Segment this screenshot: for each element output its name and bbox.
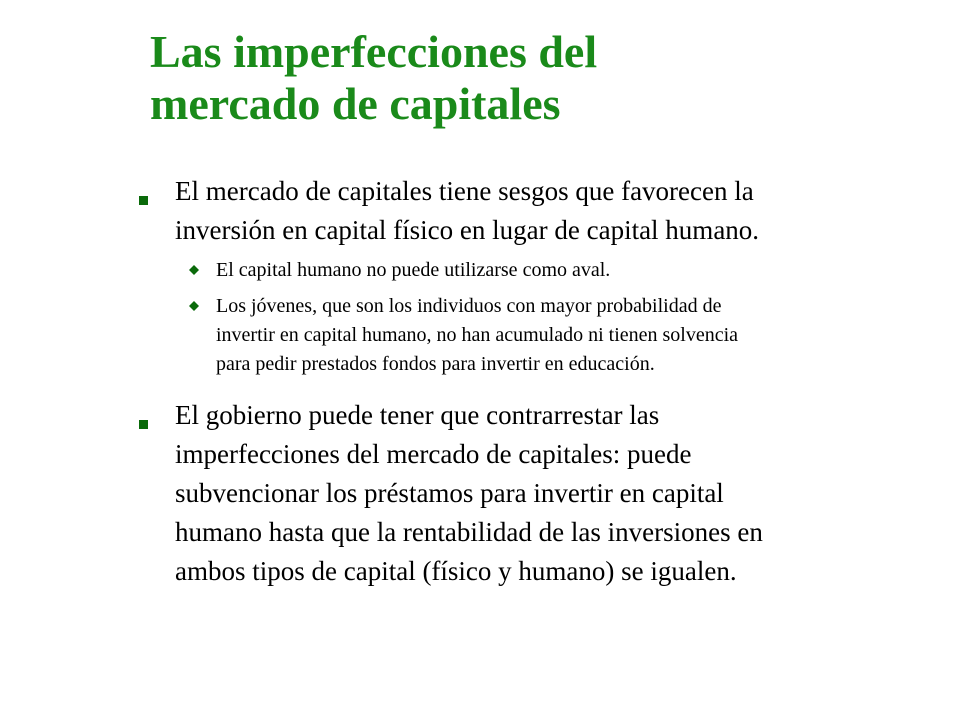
bullet-2-line-2: imperfecciones del mercado de capitales: puede (175, 439, 692, 469)
square-bullet-icon (139, 420, 148, 429)
sub-bullet-2-line-3: para pedir prestados fondos para invertir en educación. (216, 353, 655, 375)
bullet-1-line-2: inversión en capital físico en lugar de capital humano. (175, 215, 760, 245)
sub-bullet-2-line-2: invertir en capital humano, no han acumulado ni tienen solvencia (216, 324, 739, 346)
bullet-1-line-1: El mercado de capitales tiene sesgos que favorecen la (175, 176, 754, 206)
slide-title-line-1: Las imperfecciones del (150, 26, 598, 77)
sub-bullet-1-text (216, 256, 926, 285)
bullet-1-text (175, 172, 895, 250)
bullet-2-text (175, 396, 895, 591)
sub-bullet-2-text (216, 292, 926, 379)
sub-bullet-2-line-1: Los jóvenes, que son los individuos con mayor probabilidad de (216, 295, 722, 317)
bullet-2-line-5: ambos tipos de capital (físico y humano) se igualen. (175, 556, 737, 586)
bullet-2-line-4: humano hasta que la rentabilidad de las inversiones en (175, 517, 763, 547)
diamond-bullet-icon (189, 301, 199, 311)
square-bullet-icon (139, 196, 148, 205)
sub-bullet-1-line-1: El capital humano no puede utilizarse como aval. (216, 259, 611, 281)
bullet-2-line-1: El gobierno puede tener que contrarrestar las (175, 400, 660, 430)
bullet-2-line-3: subvencionar los préstamos para invertir en capital (175, 478, 724, 508)
diamond-bullet-icon (189, 265, 199, 275)
slide-title-line-2: mercado de capitales (150, 78, 561, 129)
